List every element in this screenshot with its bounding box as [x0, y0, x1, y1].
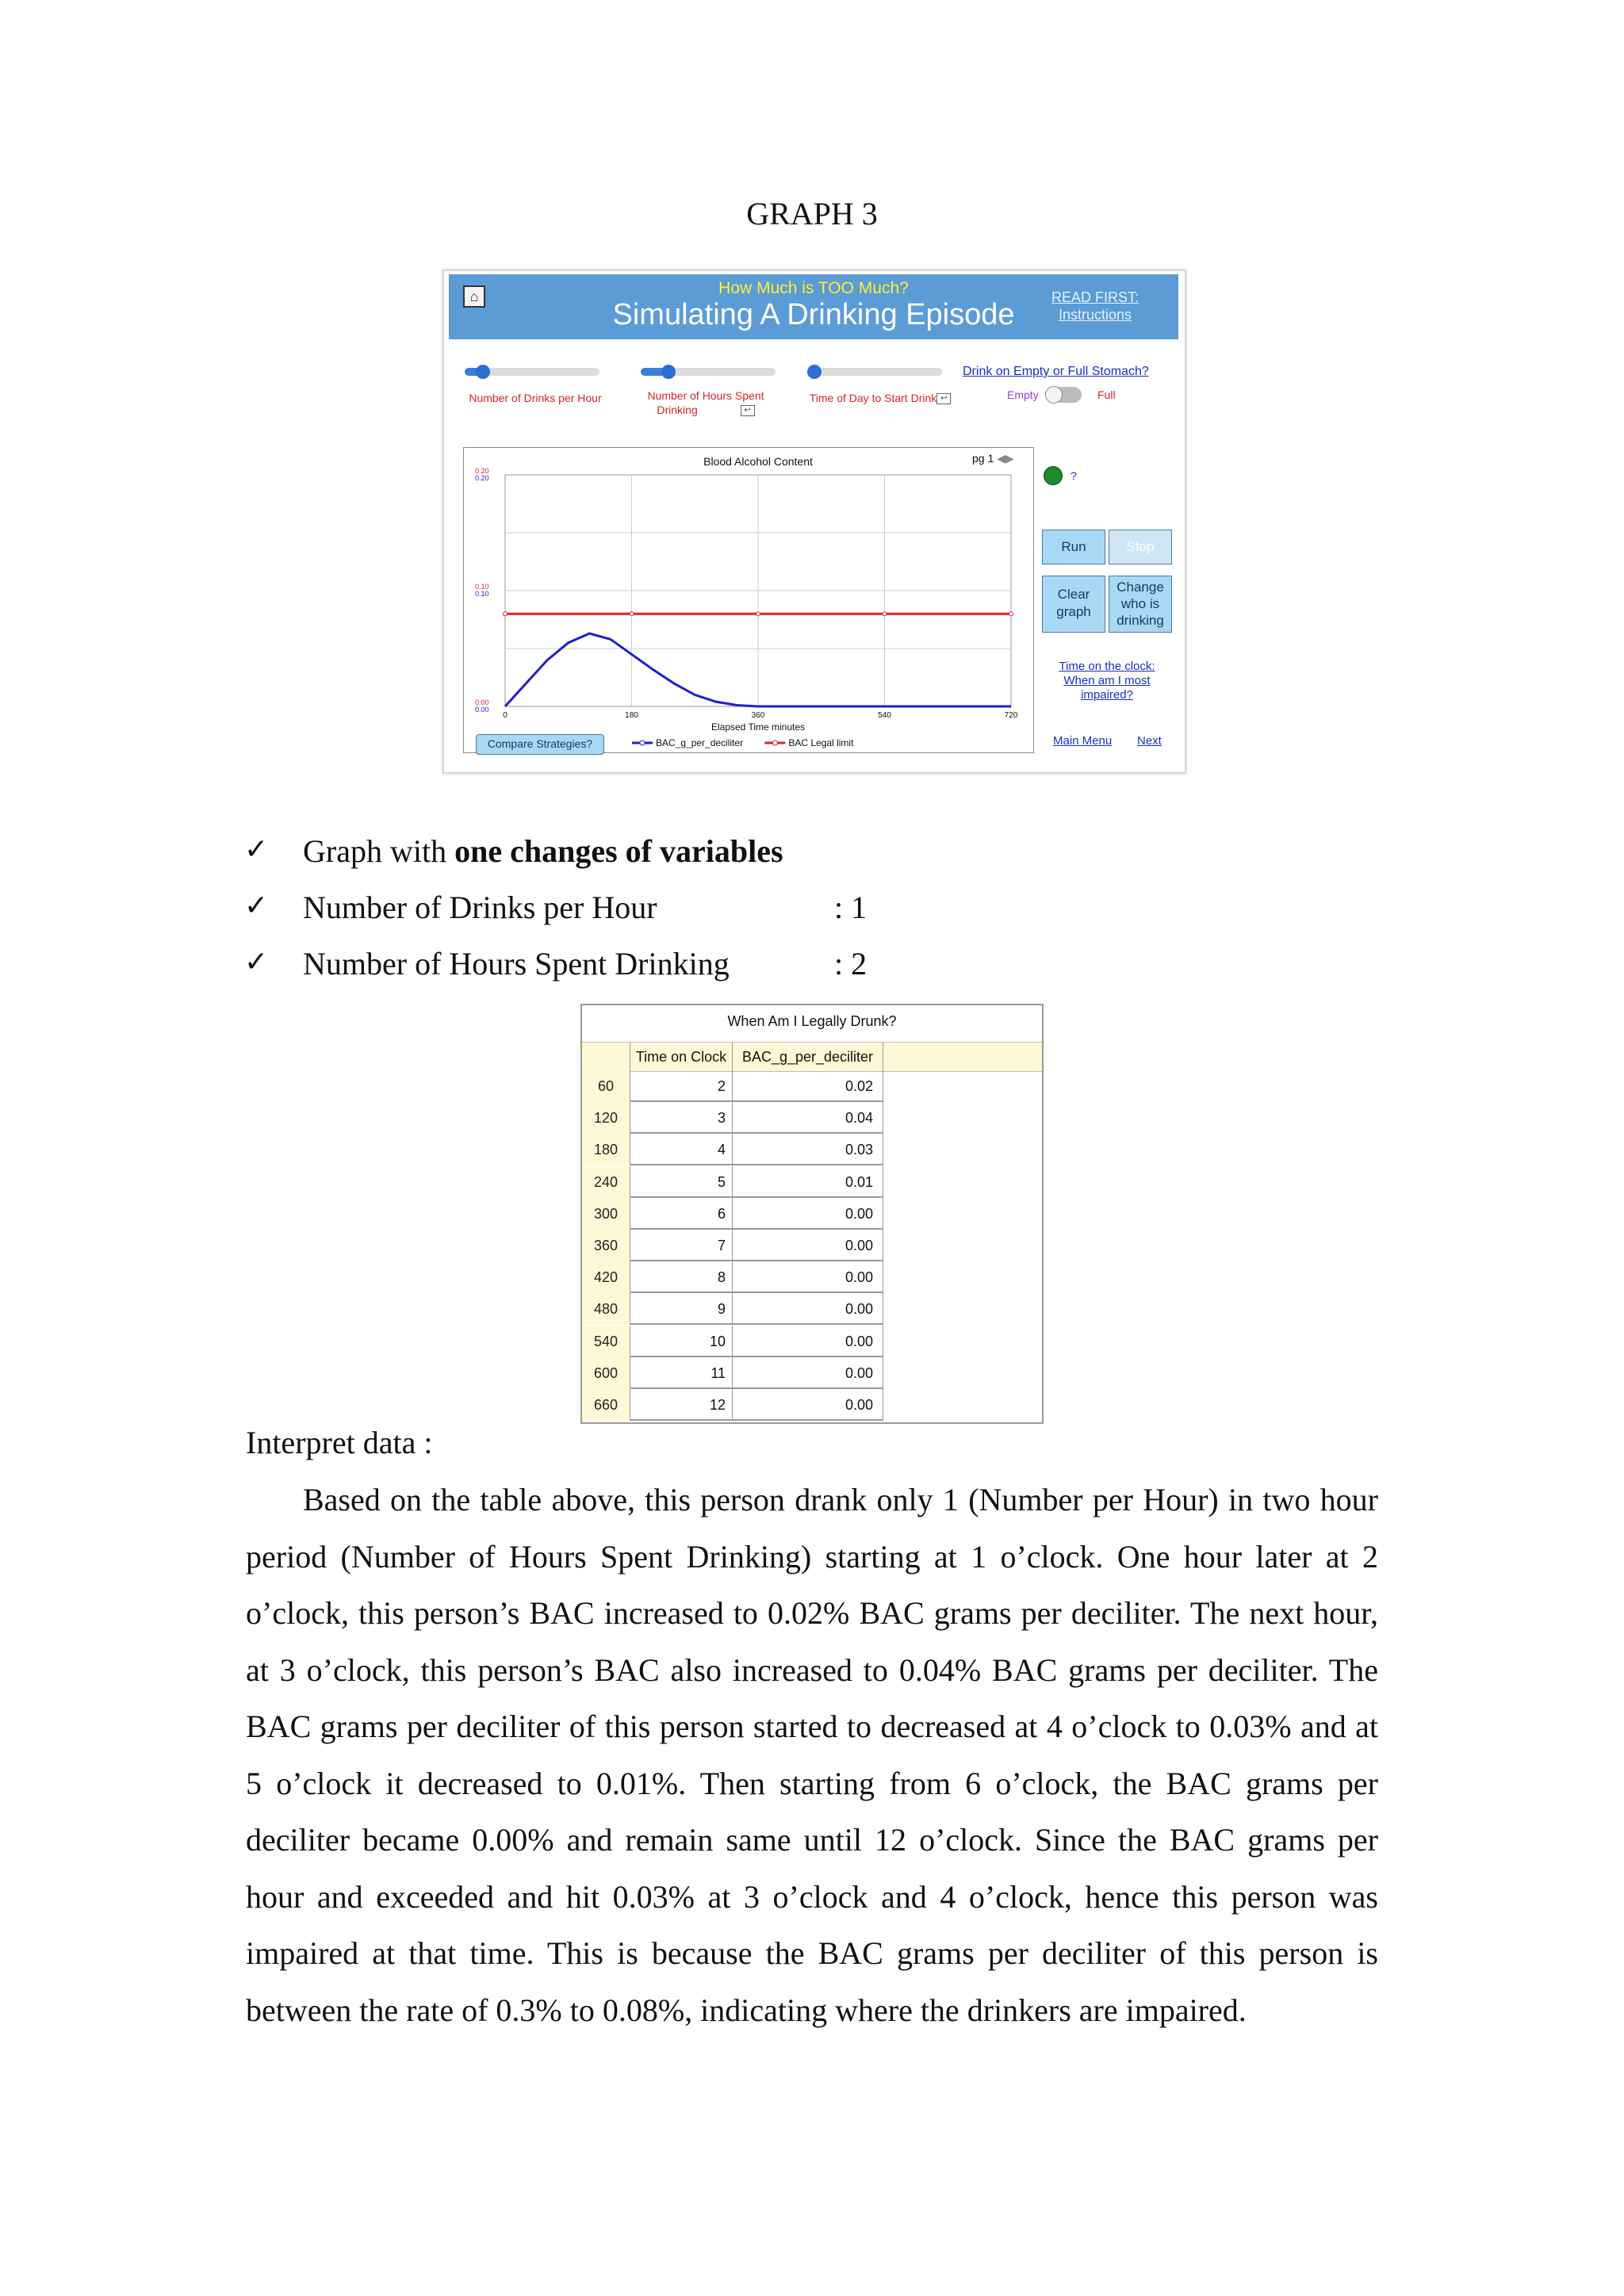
x-axis-label: Elapsed Time minutes [710, 721, 806, 733]
chart-title: Blood Alcohol Content [703, 455, 813, 468]
reset-icon[interactable]: ↩ [741, 405, 755, 416]
run-button[interactable]: Run [1042, 530, 1105, 564]
page-indicator [972, 452, 1014, 465]
bac-graph [463, 447, 1034, 753]
legally-drunk-table [580, 1004, 1044, 1424]
time-on-clock-link[interactable] [1042, 660, 1172, 702]
reset-icon[interactable]: ↩ [936, 393, 951, 404]
clear-graph-line1: Clear [1057, 587, 1090, 602]
row-time: 8 [630, 1261, 733, 1293]
row-bac: 0.00 [733, 1261, 883, 1293]
table-row [582, 1293, 1042, 1325]
row-index: 180 [582, 1134, 630, 1165]
x-tick-label: 180 [625, 711, 638, 720]
drinks-per-hour-label: Number of Drinks per Hour [469, 392, 602, 404]
start-time-label-text: Time of Day to Start Drink [809, 392, 937, 404]
sim-header [449, 274, 1178, 339]
change-drinker-line2: who is [1120, 596, 1160, 611]
checklist-value: : 2 [834, 946, 868, 982]
row-bac: 0.00 [733, 1389, 883, 1421]
home-icon[interactable]: ⌂ [463, 285, 485, 308]
y-tick-label: 0.20 [475, 474, 489, 482]
stop-button[interactable]: Stop [1109, 530, 1172, 564]
row-index: 660 [582, 1389, 630, 1421]
hours-spent-slider[interactable] [641, 368, 776, 376]
page-indicator-text: pg 1 [972, 452, 994, 465]
empty-label: Empty [1007, 388, 1039, 401]
header-time: Time on Clock [630, 1043, 733, 1071]
read-first-label: READ FIRST: [1051, 289, 1139, 305]
row-bac: 0.00 [733, 1198, 883, 1230]
instructions-label: Instructions [1058, 307, 1132, 323]
next-link[interactable]: Next [1137, 734, 1162, 748]
row-bac: 0.03 [733, 1134, 883, 1165]
time-on-clock-line3: impaired? [1081, 688, 1133, 702]
legal-limit-point [504, 612, 508, 616]
header-index [582, 1043, 630, 1071]
legal-limit-point [883, 612, 887, 616]
header-bac: BAC_g_per_deciliter [733, 1043, 883, 1071]
row-time: 9 [630, 1293, 733, 1325]
checklist-label [303, 832, 783, 870]
interpret-label: Interpret data : [246, 1425, 433, 1460]
row-time: 7 [630, 1230, 733, 1261]
x-tick-label: 540 [878, 711, 891, 720]
page-heading: GRAPH 3 [746, 196, 878, 232]
row-time: 5 [630, 1166, 733, 1198]
row-bac: 0.01 [733, 1166, 883, 1198]
next-page-icon[interactable]: ▶ [1005, 452, 1014, 465]
main-menu-link[interactable]: Main Menu [1053, 734, 1113, 748]
legend-label: BAC Legal limit [788, 737, 854, 748]
row-time: 3 [630, 1102, 733, 1134]
row-time: 10 [630, 1326, 733, 1357]
table-header [582, 1042, 1042, 1072]
y-tick-label: 0.20 [475, 467, 489, 475]
legend-marker [640, 740, 645, 745]
table-row [582, 1230, 1042, 1261]
row-time: 6 [630, 1198, 733, 1230]
sim-subtitle: How Much is TOO Much? [718, 279, 909, 297]
row-index: 360 [582, 1230, 630, 1261]
simulation-panel [442, 270, 1186, 774]
checklist-text: Number of Drinks per Hour [303, 890, 657, 925]
slider-knob[interactable] [476, 365, 490, 379]
checklist-text: Graph with [303, 833, 455, 869]
y-tick-label: 0.10 [475, 583, 489, 591]
table-row [582, 1166, 1042, 1198]
sim-title: Simulating A Drinking Episode [612, 298, 1015, 331]
checkmark-icon: ✓ [244, 833, 269, 865]
y-tick-label: 0.00 [475, 698, 489, 706]
row-bac: 0.02 [733, 1070, 883, 1102]
toggle-knob [1045, 386, 1063, 404]
row-bac: 0.00 [733, 1357, 883, 1389]
y-tick-label: 0.10 [475, 590, 489, 598]
drinks-per-hour-slider[interactable] [465, 368, 599, 376]
checklist-text: Number of Hours Spent Drinking [303, 946, 730, 982]
legend-marker [772, 740, 777, 745]
hours-spent-label-line1: Number of Hours Spent [647, 389, 764, 402]
row-time: 12 [630, 1389, 733, 1421]
legal-limit-point [630, 612, 634, 616]
instructions-link[interactable] [1036, 289, 1155, 323]
hours-spent-label-line2: Drinking [657, 404, 698, 416]
start-time-label [793, 392, 967, 404]
x-tick-label: 360 [751, 711, 765, 720]
table-title: When Am I Legally Drunk? [727, 1013, 897, 1029]
row-time: 4 [630, 1134, 733, 1165]
legend-label: BAC_g_per_deciliter [656, 737, 744, 748]
row-time: 11 [630, 1357, 733, 1389]
change-drinker-button[interactable] [1109, 576, 1172, 633]
time-on-clock-line2: When am I most [1063, 674, 1151, 687]
table-row [582, 1198, 1042, 1230]
x-tick-label: 0 [503, 711, 508, 720]
checklist-bold-text: one changes of variables [454, 833, 783, 869]
row-bac: 0.04 [733, 1102, 883, 1134]
row-index: 240 [582, 1166, 630, 1198]
row-index: 540 [582, 1326, 630, 1357]
interpret-paragraph: Based on the table above, this person drank only 1 (Number per Hour) in two hour period (Number of Hours Spent Drinking) starting at 1 o’clock. One hour later at 2 o’clock, this person’s BAC increased to 0.02% BAC grams per deciliter. The next hour, at 3 o’clock, this person’s BAC also increased to 0.04% BAC grams per deciliter. The BAC grams per deciliter of this person started to decreased at 4 o’clock to 0.03% and at 5 o’clock it decreased to 0.01%. Then starting from 6 o’clock, the BAC grams per deciliter became 0.00% and remain same until 12 o’clock. Since the BAC grams per hour and exceeded and hit 0.03% at 3 o’clock and 4 o’clock, hence this person was impaired at that time. This is because the BAC grams per deciliter of this person is between the rate of 0.3% to 0.08%, indicating where the drinkers are impaired. [246, 1482, 1378, 2028]
clear-graph-button[interactable] [1042, 576, 1105, 633]
change-drinker-line3: drinking [1116, 613, 1164, 628]
x-tick-label: 720 [1004, 711, 1018, 720]
stomach-toggle[interactable] [1047, 387, 1082, 403]
row-time: 2 [630, 1070, 733, 1102]
row-divider [630, 1419, 883, 1421]
slider-knob[interactable] [661, 365, 676, 379]
help-question[interactable]: ? [1071, 469, 1077, 482]
row-index: 600 [582, 1357, 630, 1389]
hours-spent-label [626, 388, 785, 417]
change-drinker-line1: Change [1116, 580, 1164, 595]
legal-limit-point [1009, 612, 1013, 616]
row-bac: 0.00 [733, 1293, 883, 1325]
time-on-clock-line1: Time on the clock: [1059, 660, 1155, 673]
full-label: Full [1097, 388, 1116, 401]
checkmark-icon: ✓ [244, 890, 269, 921]
row-index: 120 [582, 1102, 630, 1134]
row-index: 480 [582, 1293, 630, 1325]
table-row [582, 1102, 1042, 1134]
checkmark-icon: ✓ [244, 946, 269, 978]
row-index: 420 [582, 1261, 630, 1293]
row-bac: 0.00 [733, 1326, 883, 1357]
table-row [582, 1261, 1042, 1293]
checklist-label [303, 889, 657, 926]
bac-chart-svg [464, 448, 1033, 752]
row-bac: 0.00 [733, 1230, 883, 1261]
table-row [582, 1357, 1042, 1389]
legal-limit-point [756, 612, 760, 616]
row-index: 300 [582, 1198, 630, 1230]
table-row [582, 1389, 1042, 1421]
table-row [582, 1134, 1042, 1165]
compare-strategies-button[interactable]: Compare Strategies? [476, 734, 604, 755]
status-indicator-icon [1044, 466, 1063, 485]
start-time-slider[interactable] [807, 368, 942, 376]
prev-page-icon[interactable]: ◀ [997, 452, 1005, 465]
slider-knob[interactable] [807, 365, 822, 379]
checklist-label [303, 945, 730, 982]
row-index: 60 [582, 1070, 630, 1102]
stomach-link[interactable]: Drink on Empty or Full Stomach? [963, 365, 1149, 378]
checklist-value: : 1 [834, 890, 868, 925]
clear-graph-line2: graph [1056, 604, 1091, 619]
table-row [582, 1326, 1042, 1357]
table-row [582, 1070, 1042, 1102]
y-tick-label: 0.00 [475, 706, 489, 714]
